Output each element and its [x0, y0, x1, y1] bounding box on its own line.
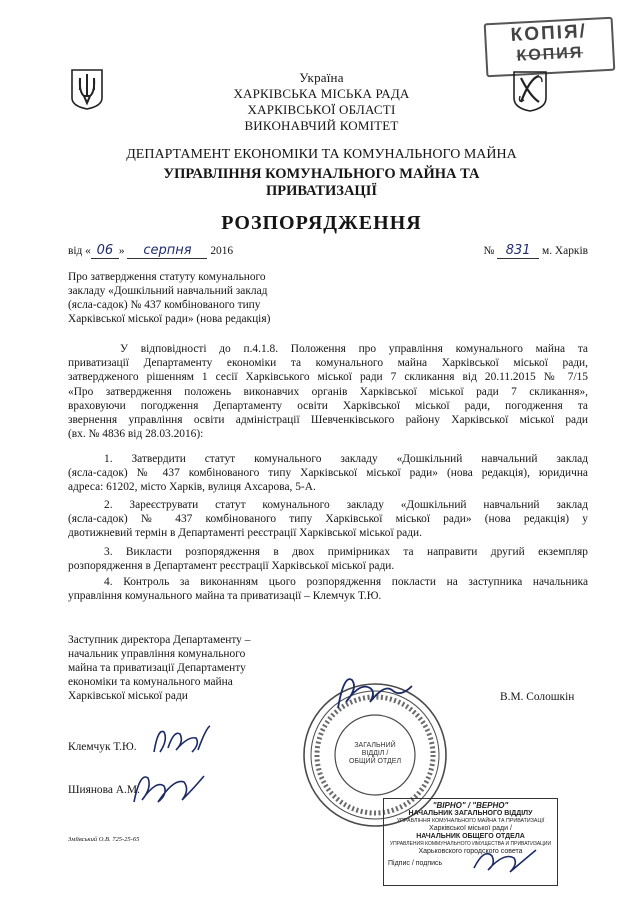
subject-line: закладу «Дошкільний навчальний заклад	[68, 285, 268, 297]
date-year: 2016	[210, 245, 234, 257]
signatory-line: Харківської міської ради	[68, 690, 188, 702]
approval-first-signature	[148, 722, 218, 762]
signatory-line: начальник управління комунального	[68, 648, 246, 660]
verify-stamp-signature	[470, 842, 540, 878]
preamble-paragraph	[68, 342, 588, 441]
date-month: серпня	[127, 244, 207, 259]
verify-line4: Харківської міської ради /	[429, 825, 512, 832]
copy-stamp	[484, 17, 616, 78]
subject-line: Харківської міської ради» (нова редакція)	[68, 313, 271, 325]
verify-line1: "ВІРНО" / "ВЕРНО"	[432, 801, 509, 810]
signatory-title	[68, 633, 298, 703]
number-prefix: №	[483, 245, 495, 257]
seal-center-line2: ВІДДІЛ /	[361, 750, 389, 757]
verify-line7: Харьковского городского совета	[418, 848, 523, 855]
item-line: розпорядження в Департамент реєстрації Харківської міської ради.	[68, 560, 395, 573]
item-line: 3. Викласти розпорядження в двох примірниках та направити другий екземпляр	[104, 546, 588, 558]
preamble-line: звернення управління освіти адміністрації Шевченківського району Харківської міської ради	[68, 414, 588, 427]
footer-note: Зміївський О.В. 725-25-65	[68, 836, 140, 843]
header-department: ДЕПАРТАМЕНТ ЕКОНОМІКИ ТА КОМУНАЛЬНОГО МАЙНА	[126, 147, 517, 162]
round-seal-center	[340, 742, 410, 766]
director-signature	[330, 668, 420, 718]
subject-line: (ясла-садок) № 437 комбінованого типу	[68, 299, 261, 311]
preamble-line: (вх. № 4836 від 28.03.2016):	[68, 428, 204, 441]
copy-stamp-line1: КОПІЯ/	[510, 21, 588, 46]
item-line: адреса: 61202, місто Харків, вулиця Ахсарова, 5-А.	[68, 481, 316, 494]
document-type-title: РОЗПОРЯДЖЕННЯ	[221, 212, 422, 234]
order-item-3	[68, 545, 588, 573]
header-country: Україна	[299, 70, 344, 85]
item-line: 2. Зареєструвати статут комунального закладу «Дошкільний навчальний заклад	[104, 499, 588, 511]
item-line: 1. Затвердити статут комунального закладу «Дошкільний навчальний заклад	[104, 453, 588, 465]
approval-second: Шиянова А.М.	[68, 784, 140, 796]
verify-line6: УПРАВЛЕНИЯ КОММУНАЛЬНОГО ИМУЩЕСТВА И ПРИВАТИЗАЦИИ	[389, 841, 552, 847]
item-line: двотижневий термін в Департаменті реєстрації Харківської міської ради.	[68, 527, 422, 540]
header-committee: ВИКОНАВЧИЙ КОМІТЕТ	[244, 118, 399, 133]
header-council: ХАРКІВСЬКА МІСЬКА РАДА	[233, 86, 410, 101]
verify-line5: НАЧАЛЬНИК ОБЩЕГО ОТДЕЛА	[416, 833, 525, 840]
seal-center-line3: ОБЩИЙ ОТДЕЛ	[348, 758, 402, 765]
item-line: (ясла-садок) № 437 комбінованого типу Харківської міської ради» (нова редакція), юридична	[68, 467, 588, 480]
verify-line2: НАЧАЛЬНИК ЗАГАЛЬНОГО ВІДДІЛУ	[408, 810, 533, 817]
order-item-2	[68, 498, 588, 541]
date-mid: »	[118, 245, 125, 257]
preamble-line: враховуючи погодження Департаменту освіти Харківської міської ради, погодження та	[68, 399, 588, 412]
header-region: ХАРКІВСЬКОЇ ОБЛАСТІ	[247, 102, 396, 117]
verify-line8: Підпис / подпись	[388, 860, 443, 867]
subject-line: Про затвердження статуту комунального	[68, 271, 266, 283]
date-day: 06	[91, 244, 119, 259]
date-line	[68, 244, 588, 262]
subject-block	[68, 270, 368, 326]
item-line: (ясла-садок) № 437 комбінованого типу Харківської міської ради» (нова редакція) у	[68, 513, 588, 526]
preamble-line: затвердженого рішенням 1 сесії Харківського міської ради 7 скликання від 20.11.2015 № 7/15	[68, 371, 588, 384]
approval-first: Клемчук Т.Ю.	[68, 741, 137, 753]
approval-second-signature	[128, 768, 208, 813]
signatory-name: В.М. Солошкін	[500, 691, 575, 703]
header-directorate-line1: УПРАВЛІННЯ КОМУНАЛЬНОГО МАЙНА ТА	[163, 166, 480, 182]
preamble-line: «Про затвердження положень виконавчих органів Харківської міської ради 7 скликання»,	[68, 385, 588, 398]
item-line: управління комунального майна та приватизації – Клемчук Т.Ю.	[68, 590, 382, 603]
order-item-1	[68, 452, 588, 495]
header-directorate-line2: ПРИВАТИЗАЦІЇ	[265, 183, 377, 199]
seal-center-line1: ЗАГАЛЬНИЙ	[354, 742, 396, 749]
signatory-line: майна та приватизації Департаменту	[68, 662, 246, 674]
order-item-4	[68, 575, 588, 603]
date-prefix: від «	[68, 245, 91, 257]
city: м. Харків	[542, 245, 588, 257]
signatory-line: Заступник директора Департаменту –	[68, 634, 251, 646]
item-line: 4. Контроль за виконанням цього розпорядження покласти на заступника начальника	[104, 576, 588, 588]
document-number: 831	[497, 244, 539, 259]
copy-stamp-line2: КОПИЯ	[516, 44, 584, 65]
preamble-line: приватизації Департаменту економіки та комунального майна Харківської міської ради,	[68, 357, 588, 370]
signatory-line: економіки та комунального майна	[68, 676, 233, 688]
preamble-line: У відповідності до п.4.1.8. Положення про управління комунального майна та	[120, 343, 588, 355]
verify-line3: УПРАВЛІННЯ КОМУНАЛЬНОГО МАЙНА ТА ПРИВАТИЗАЦІЇ	[396, 818, 545, 824]
